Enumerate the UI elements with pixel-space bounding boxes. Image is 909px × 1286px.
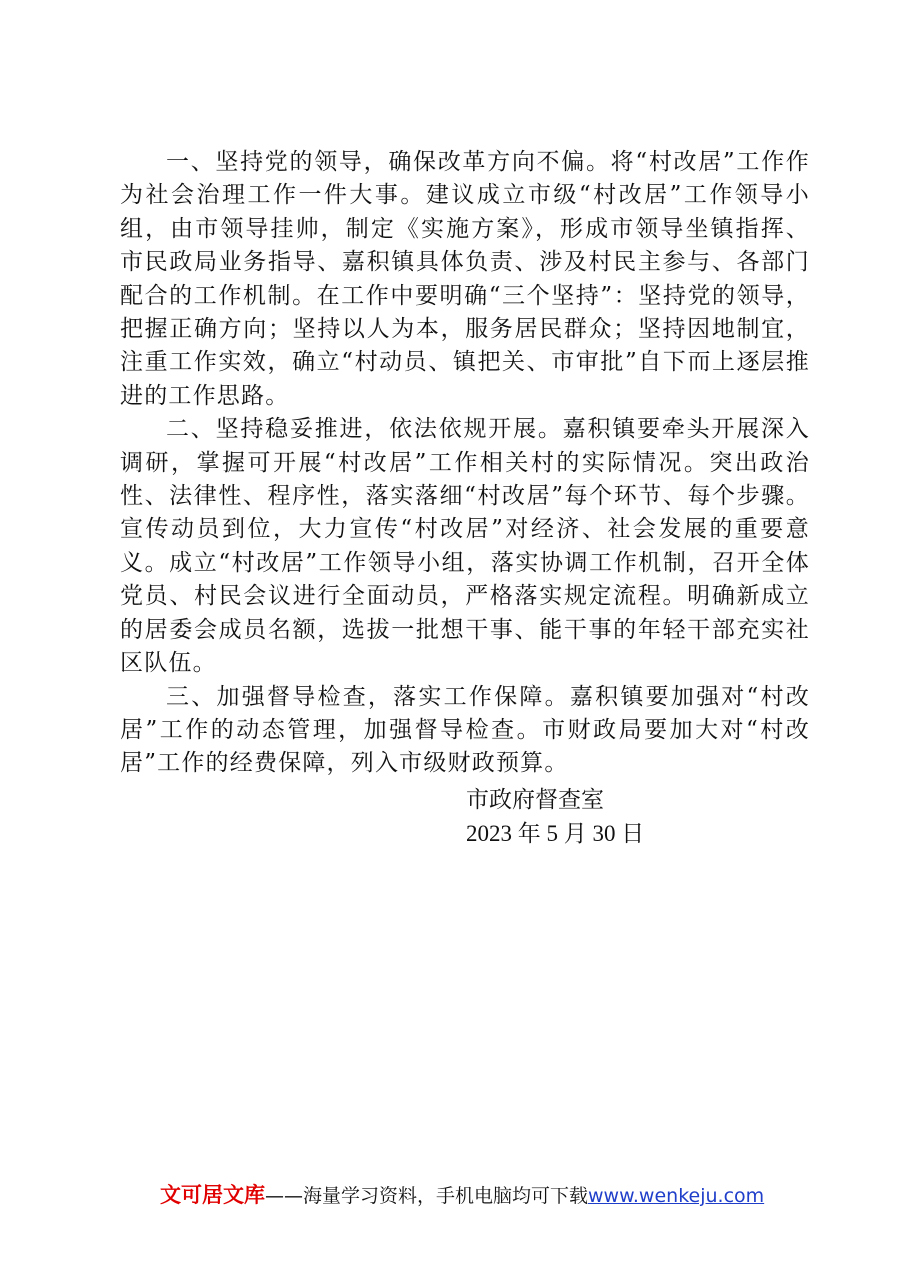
footer-tagline: ——海量学习资料，手机电脑均可下载 (265, 1185, 589, 1207)
signature-block (466, 783, 644, 851)
paragraph-1: 一、坚持党的领导，确保改革方向不偏。将“村改居”工作作为社会治理工作一件大事。建议成立市级“村改居”工作领导小组，由市领导挂帅，制定《实施方案》，形成市领导坐镇指挥、市民政局业务指导、嘉积镇具体负责、涉及村民主参与、各部门配合的工作机制。在工作中要明确“三个坚持”：坚持党的领导，把握正确方向；坚持以人为本，服务居民群众；坚持因地制宜，注重工作实效，确立“村动员、镇把关、市审批”自下而上逐层推进的工作思路。 (120, 149, 810, 409)
paragraph-3: 三、加强督导检查，落实工作保障。嘉积镇要加强对“村改居”工作的动态管理，加强督导检查。市财政局要加大对“村改居”工作的经费保障，列入市级财政预算。 (120, 683, 810, 777)
footer-banner (160, 1180, 764, 1211)
signature-organization: 市政府督查室 (466, 787, 604, 813)
footer-brand: 文可居文库 (160, 1183, 265, 1207)
footer-url-link[interactable]: www.wenkeju.com (588, 1185, 765, 1207)
document-body (120, 146, 810, 781)
signature-date: 2023 年 5 月 30 日 (466, 821, 645, 846)
paragraph-2: 二、坚持稳妥推进，依法依规开展。嘉积镇要牵头开展深入调研，掌握可开展“村改居”工作相关村的实际情况。突出政治性、法律性、程序性，落实落细“村改居”每个环节、每个步骤。宣传动员到位，大力宣传“村改居”对经济、社会发展的重要意义。成立“村改居”工作领导小组，落实协调工作机制，召开全体党员、村民会议进行全面动员，严格落实规定流程。明确新成立的居委会成员名额，选拔一批想干事、能干事的年轻干部充实社区队伍。 (120, 416, 810, 677)
